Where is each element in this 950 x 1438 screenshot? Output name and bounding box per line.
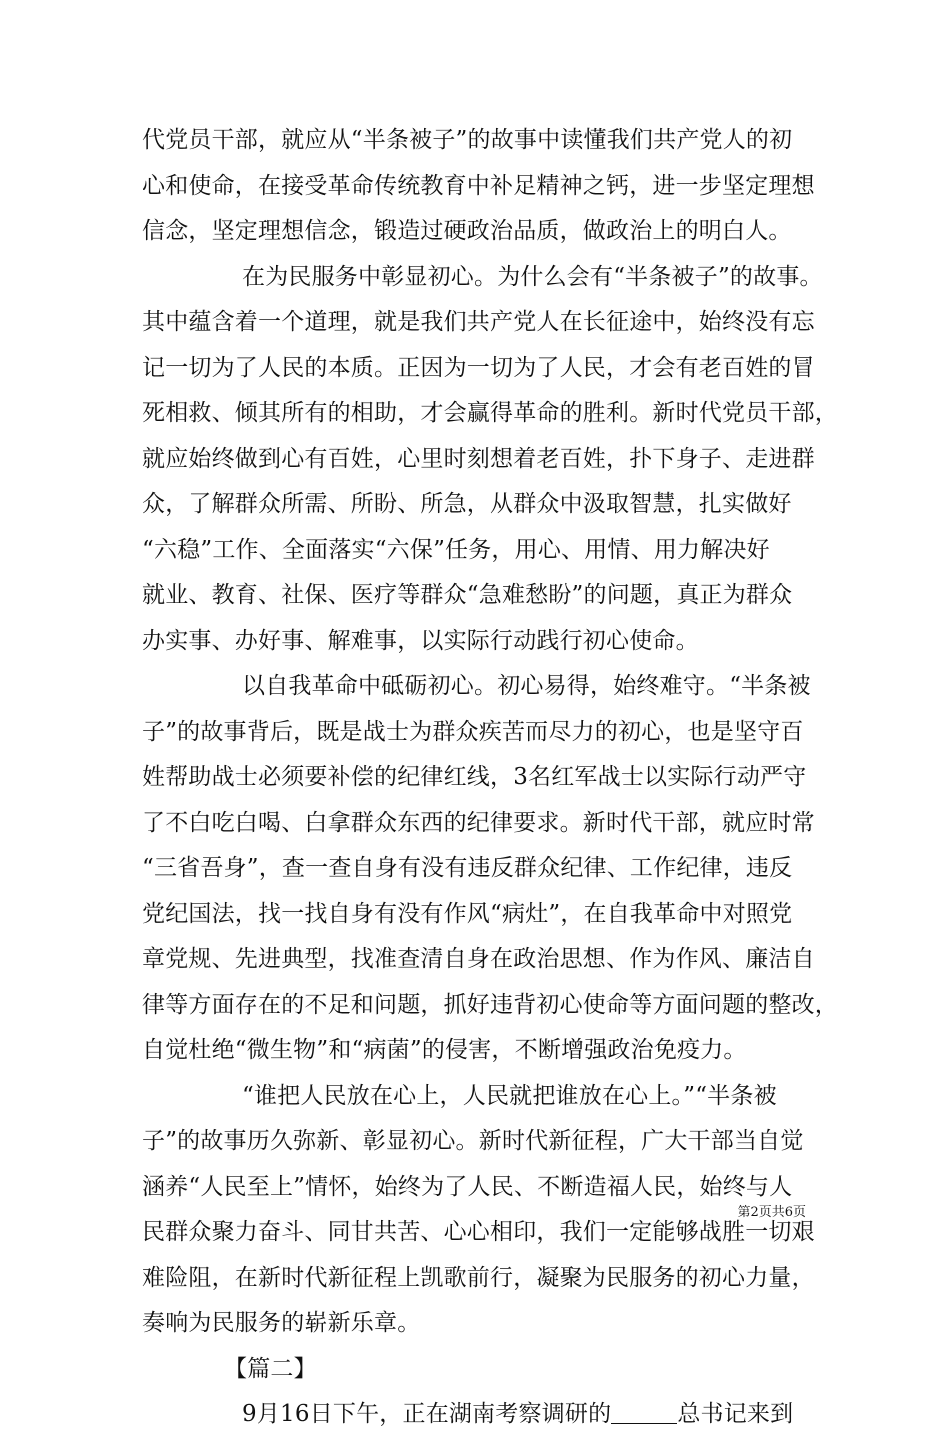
text-line: 律等方面存在的不足和问题，抓好违背初心使命等方面问题的整改， <box>142 991 838 1018</box>
text-line: 姓帮助战士必须要补偿的纪律红线，3名红军战士以实际行动严守 <box>142 764 807 790</box>
text-line: 代党员干部，就应从“半条被子”的故事中读懂我们共产党人的初 <box>142 127 793 153</box>
paragraph-start-line <box>142 1392 814 1438</box>
paragraph-start-line: “谁把人民放在心上，人民就把谁放在心上。”“半条被 <box>242 1082 777 1109</box>
text-line: 党纪国法，找一找自身有没有作风“病灶”，在自我革命中对照党 <box>142 900 793 927</box>
text-line: 奏响为民服务的崭新乐章。 <box>142 1310 421 1336</box>
text-line: 民群众聚力奋斗、同甘共苦、心心相印，我们一定能够战胜一切艰 <box>142 1219 815 1245</box>
text-line: 死相救、倾其所有的相助，才会赢得革命的胜利。新时代党员干部， <box>142 400 838 426</box>
paragraph-start-line: 以自我革命中砥砺初心。初心易得，始终难守。“半条被 <box>242 673 811 699</box>
text-line: 自觉杜绝“微生物”和“病菌”的侵害，不断增强政治免疫力。 <box>142 1037 747 1063</box>
text-line: 了不白吃白喝、白拿群众东西的纪律要求。新时代干部，就应时常 <box>142 809 815 836</box>
text-line: 就应始终做到心有百姓，心里时刻想着老百姓，扑下身子、走进群 <box>142 445 815 472</box>
redacted-blank <box>611 1400 677 1424</box>
text-before-blank: 9月16日下午，正在湖南考察调研的 <box>242 1401 612 1427</box>
text-line: 难险阻，在新时代新征程上凯歌前行，凝聚为民服务的初心力量， <box>142 1264 815 1291</box>
text-line: 就业、教育、社保、医疗等群众“急难愁盼”的问题，真正为群众 <box>142 582 793 608</box>
text-line: 章党规、先进典型，找准查清自身在政治思想、作为作风、廉洁自 <box>142 946 815 972</box>
document-body <box>142 118 838 1438</box>
text-line: “六稳”工作、全面落实“六保”任务，用心、用情、用力解决好 <box>142 536 770 563</box>
text-after-blank: 总书记来到 <box>677 1401 794 1427</box>
section-heading: 【篇二】 <box>224 1355 317 1382</box>
text-line: 其中蕴含着一个道理，就是我们共产党人在长征途中，始终没有忘 <box>142 309 815 335</box>
text-line: 办实事、办好事、解难事，以实际行动践行初心使命。 <box>142 627 699 654</box>
text-line: “三省吾身”，查一查自身有没有违反群众纪律、工作纪律，违反 <box>142 855 793 881</box>
text-line: 涵养“人民至上”情怀，始终为了人民、不断造福人民，始终与人 <box>142 1173 793 1200</box>
text-line: 众，了解群众所需、所盼、所急，从群众中汲取智慧，扎实做好 <box>142 491 792 517</box>
text-line: 子”的故事历久弥新、彰显初心。新时代新征程，广大干部当自觉 <box>142 1128 804 1154</box>
text-line: 信念，坚定理想信念，锻造过硬政治品质，做政治上的明白人。 <box>142 218 792 244</box>
text-line: 记一切为了人民的本质。正因为一切为了人民，才会有老百姓的冒 <box>142 354 815 381</box>
text-line: 心和使命，在接受革命传统教育中补足精神之钙，进一步坚定理想 <box>142 172 815 199</box>
text-line: 子”的故事背后，既是战士为群众疾苦而尽力的初心，也是坚守百 <box>142 718 804 745</box>
page-number-footer: 第2页共6页 <box>737 1205 806 1220</box>
paragraph-start-line: 在为民服务中彰显初心。为什么会有“半条被子”的故事。 <box>242 263 823 290</box>
